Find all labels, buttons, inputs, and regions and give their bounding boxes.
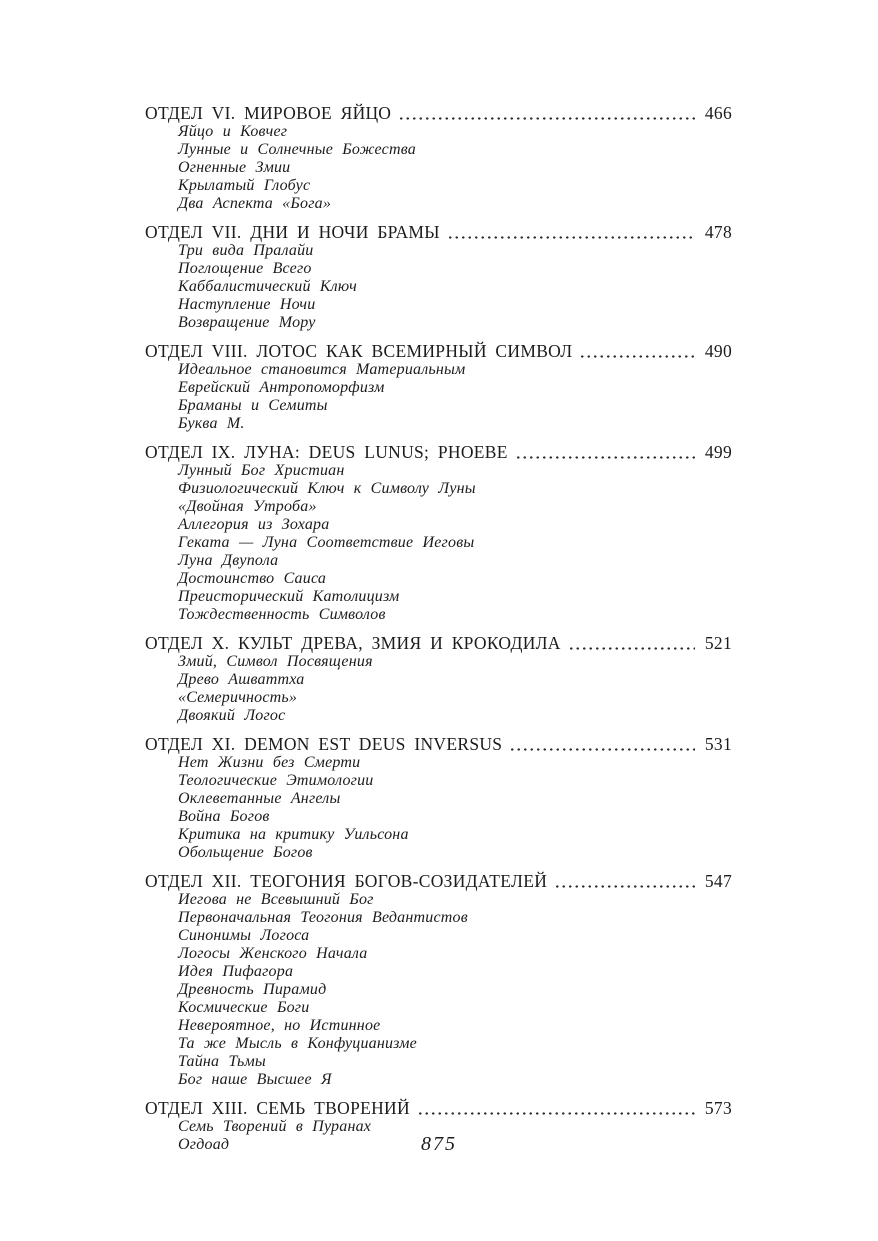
- toc-section-title: ОТДЕЛ IX. ЛУНА: DEUS LUNUS; PHOEBE: [145, 442, 508, 462]
- toc-subentry: Война Богов: [178, 808, 270, 825]
- toc-subentry: Поглощение Всего: [178, 260, 312, 277]
- toc-section-heading: [145, 633, 732, 653]
- dot-leader: [509, 739, 695, 754]
- toc-section-title: ОТДЕЛ VII. ДНИ И НОЧИ БРАМЫ: [145, 222, 440, 242]
- toc-subentry: Двоякий Логос: [178, 707, 286, 724]
- toc-section-heading: [145, 734, 732, 754]
- toc-subentry: Бог наше Высшее Я: [178, 1071, 332, 1088]
- toc-section-heading: [145, 871, 732, 891]
- toc-section-page-number: 573: [704, 1098, 732, 1118]
- toc-subentry: Идея Пифагора: [178, 963, 294, 980]
- toc-subentry: Тайна Тьмы: [178, 1053, 266, 1070]
- table-of-contents: [145, 103, 732, 1154]
- toc-subentry: Физиологический Ключ к Символу Луны: [178, 480, 476, 497]
- toc-subentry: Крылатый Глобус: [178, 177, 311, 194]
- dot-leader: [417, 1103, 695, 1118]
- toc-subentry: Еврейский Антропоморфизм: [178, 379, 385, 396]
- toc-subentry: Теологические Этимологии: [178, 772, 374, 789]
- toc-subentry: Та же Мысль в Конфуцианизме: [178, 1035, 417, 1052]
- toc-subentry: Нет Жизни без Смерти: [178, 754, 361, 771]
- dot-leader: [398, 108, 695, 123]
- toc-section: [145, 871, 732, 1089]
- toc-subentry: Первоначальная Теогония Ведантистов: [178, 909, 468, 926]
- toc-subentry: Достоинство Саиса: [178, 570, 327, 587]
- dot-leader: [579, 346, 695, 361]
- toc-section-title: ОТДЕЛ XIII. СЕМЬ ТВОРЕНИЙ: [145, 1098, 410, 1118]
- toc-section-page-number: 499: [704, 442, 732, 462]
- toc-section-heading: [145, 442, 732, 462]
- toc-subentry: Огненные Змии: [178, 159, 291, 176]
- toc-subentry: Огдоад: [178, 1136, 230, 1153]
- toc-section-items: [145, 754, 732, 862]
- toc-subentry: Критика на критику Уильсона: [178, 826, 409, 843]
- toc-section-title: ОТДЕЛ X. КУЛЬТ ДРЕВА, ЗМИЯ И КРОКОДИЛА: [145, 633, 561, 653]
- toc-section-items: [145, 462, 732, 624]
- toc-section-page-number: 521: [704, 633, 732, 653]
- toc-section-title: ОТДЕЛ VI. МИРОВОЕ ЯЙЦО: [145, 103, 392, 123]
- toc-section-page-number: 531: [704, 734, 732, 754]
- toc-section-page-number: 478: [704, 222, 732, 242]
- toc-subentry: Синонимы Логоса: [178, 927, 310, 944]
- dot-leader: [554, 876, 695, 891]
- toc-subentry: Яйцо и Ковчег: [178, 123, 288, 140]
- toc-section-title: ОТДЕЛ VIII. ЛОТОС КАК ВСЕМИРНЫЙ СИМВОЛ: [145, 341, 573, 361]
- toc-subentry: Змий, Символ Посвящения: [178, 653, 373, 670]
- toc-section: [145, 734, 732, 862]
- toc-section-page-number: 490: [704, 341, 732, 361]
- toc-subentry: Древность Пирамид: [178, 981, 327, 998]
- toc-subentry: Геката — Луна Соответствие Иеговы: [178, 534, 475, 551]
- toc-section-page-number: 547: [704, 871, 732, 891]
- toc-subentry: «Семеричность»: [178, 689, 298, 706]
- toc-section: [145, 442, 732, 624]
- toc-subentry: Космические Боги: [178, 999, 310, 1016]
- toc-subentry: Тождественность Символов: [178, 606, 386, 623]
- toc-subentry: Невероятное, но Истинное: [178, 1017, 381, 1034]
- toc-section-items: [145, 891, 732, 1089]
- toc-subentry: Древо Ашваттха: [178, 671, 305, 688]
- toc-section-heading: [145, 341, 732, 361]
- dot-leader: [568, 638, 695, 653]
- toc-subentry: Семь Творений в Пуранах: [178, 1118, 372, 1135]
- toc-section-heading: [145, 103, 732, 123]
- toc-subentry: Оклеветанные Ангелы: [178, 790, 341, 807]
- toc-subentry: «Двойная Утроба»: [178, 498, 317, 515]
- toc-subentry: Иегова не Всевышний Бог: [178, 891, 374, 908]
- toc-section-items: [145, 123, 732, 213]
- toc-subentry: Преисторический Католицизм: [178, 588, 400, 605]
- toc-subentry: Буква М.: [178, 415, 245, 432]
- toc-section-title: ОТДЕЛ XII. ТЕОГОНИЯ БОГОВ-СОЗИДАТЕЛЕЙ: [145, 871, 548, 891]
- toc-subentry: Два Аспекта «Бога»: [178, 195, 332, 212]
- toc-section-heading: [145, 222, 732, 242]
- toc-section-items: [145, 242, 732, 332]
- toc-subentry: Браманы и Семиты: [178, 397, 328, 414]
- toc-section: [145, 341, 732, 433]
- dot-leader: [515, 447, 695, 462]
- toc-section-page-number: 466: [704, 103, 732, 123]
- toc-section-heading: [145, 1098, 732, 1118]
- toc-subentry: Каббалистический Ключ: [178, 278, 357, 295]
- toc-subentry: Логосы Женского Начала: [178, 945, 368, 962]
- toc-section: [145, 103, 732, 213]
- toc-subentry: Наступление Ночи: [178, 296, 316, 313]
- toc-subentry: Лунный Бог Христиан: [178, 462, 345, 479]
- toc-section-items: [145, 653, 732, 725]
- dot-leader: [447, 227, 695, 242]
- toc-section-title: ОТДЕЛ XI. DEMON EST DEUS INVERSUS: [145, 734, 503, 754]
- toc-subentry: Возвращение Мору: [178, 314, 316, 331]
- toc-subentry: Аллегория из Зохара: [178, 516, 330, 533]
- toc-subentry: Луна Двупола: [178, 552, 279, 569]
- page-folio-number: 875: [421, 1133, 457, 1155]
- toc-subentry: Идеальное становится Материальным: [178, 361, 466, 378]
- toc-section: [145, 633, 732, 725]
- toc-section: [145, 222, 732, 332]
- toc-subentry: Три вида Пралайи: [178, 242, 314, 259]
- toc-subentry: Лунные и Солнечные Божества: [178, 141, 416, 158]
- toc-section-items: [145, 361, 732, 433]
- toc-subentry: Обольщение Богов: [178, 844, 313, 861]
